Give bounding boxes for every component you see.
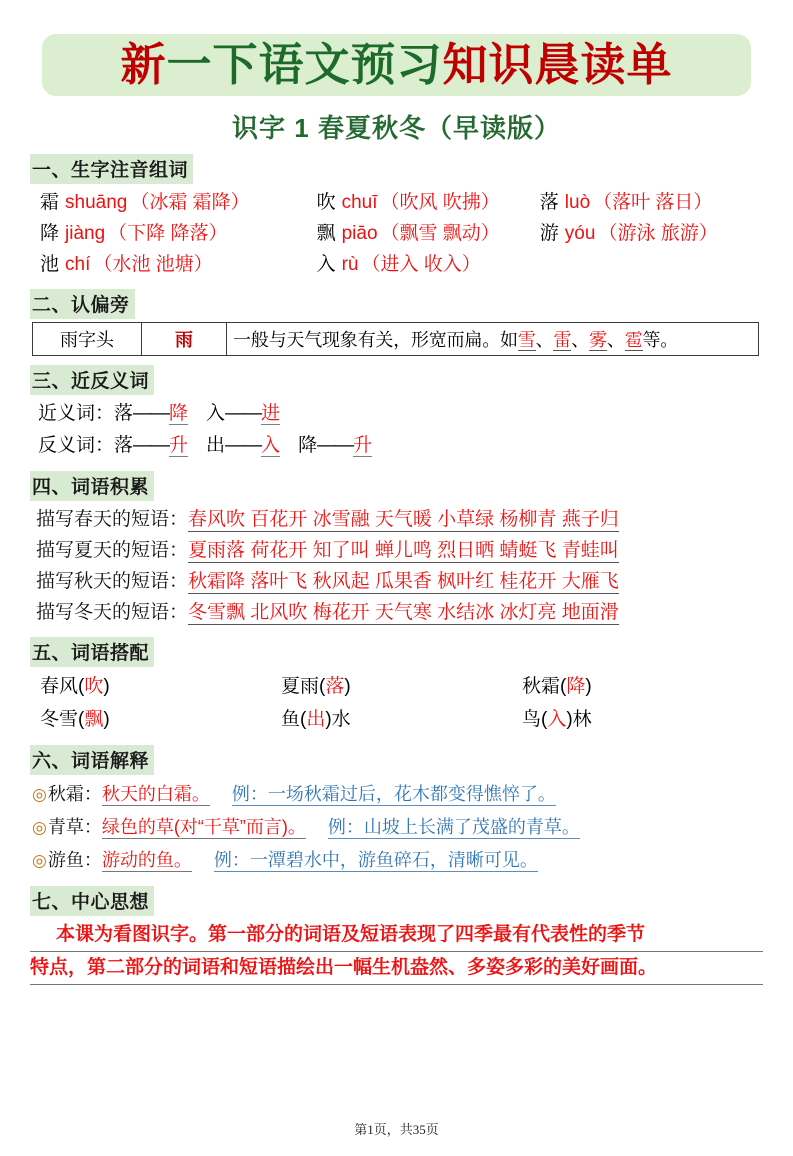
- vocab-item: [540, 249, 763, 280]
- collocation-post: ): [103, 709, 110, 730]
- vocab-words: （下降 降落）: [108, 223, 228, 244]
- collocation-pre: 冬雪(: [40, 709, 85, 730]
- collocation-post: )林: [566, 709, 592, 730]
- collocation-item: [522, 703, 763, 736]
- vocab-char: 降: [40, 223, 60, 244]
- section-7: [30, 877, 763, 919]
- vocab-item: [40, 218, 317, 249]
- radical-example: 雹: [624, 330, 643, 350]
- vocab-char: 吹: [316, 192, 336, 213]
- pair-left: 降: [298, 435, 318, 456]
- collocation-pre: 夏雨(: [281, 676, 326, 697]
- section-4: [30, 462, 763, 504]
- title-banner: [42, 34, 751, 96]
- phrase-label: 描写春天的短语：: [36, 509, 189, 530]
- vocab-char: 飘: [316, 223, 336, 244]
- radical-desc-post: 等。: [642, 330, 679, 350]
- pair-dash: ——: [133, 435, 170, 456]
- section-1: [30, 145, 763, 187]
- pair-answer: 入: [261, 435, 281, 456]
- antonym-pair: [206, 435, 280, 456]
- radical-table: [32, 322, 759, 356]
- collocation-post: )水: [325, 709, 351, 730]
- collocation-post: ): [344, 676, 351, 697]
- section-6: [30, 736, 763, 778]
- bullet-icon: ◎: [32, 785, 47, 804]
- phrase-words: 秋霜降 落叶飞 秋风起 瓜果香 枫叶红 桂花开 大雁飞: [188, 571, 619, 592]
- table-row: [33, 323, 759, 356]
- sep: 、: [571, 330, 590, 350]
- vocab-pinyin: chí: [65, 254, 91, 275]
- radical-description-cell: [227, 323, 759, 356]
- vocab-pinyin: rù: [341, 254, 359, 275]
- vocab-item: [317, 187, 540, 218]
- vocab-pinyin: yóu: [564, 223, 596, 244]
- phrase-line: [30, 504, 763, 535]
- vocab-words: （水池 池塘）: [93, 254, 213, 275]
- collocation-pre: 秋霜(: [522, 676, 567, 697]
- pair-dash: ——: [225, 403, 262, 424]
- collocation-item: [40, 670, 281, 703]
- phrase-label: 描写秋天的短语：: [36, 571, 189, 592]
- collocation-answer: 降: [566, 676, 586, 697]
- vocab-item: [540, 218, 763, 249]
- pair-dash: ——: [317, 435, 354, 456]
- vocab-words: （吹风 吹拂）: [380, 192, 500, 213]
- collocation-post: ): [585, 676, 592, 697]
- collocation-row: [30, 670, 763, 703]
- pair-left: 落: [114, 403, 134, 424]
- vocab-row: [30, 218, 763, 249]
- section-4-heading: 四、词语积累: [30, 471, 154, 501]
- bullet-icon: ◎: [32, 851, 47, 870]
- main-idea-line: 本课为看图识字。第一部分的词语及短语表现了四季最有代表性的季节: [30, 919, 763, 952]
- vocab-words: （进入 收入）: [361, 254, 481, 275]
- radical-glyph-icon: 雨: [142, 323, 227, 356]
- section-5: [30, 628, 763, 670]
- section-7-heading: 七、中心思想: [30, 886, 154, 916]
- collocation-row: [30, 703, 763, 736]
- radical-desc-pre: 一般与天气现象有关，形宽而扁。如: [233, 330, 518, 350]
- radical-example: 雾: [589, 330, 607, 350]
- vocab-pinyin: piāo: [341, 223, 378, 244]
- definition-term: 游鱼：: [47, 850, 102, 870]
- main-idea-body: [30, 919, 763, 985]
- vocab-item: [40, 187, 317, 218]
- sep: 、: [535, 330, 554, 350]
- page-title: [120, 39, 673, 90]
- definition-term: 青草：: [47, 817, 102, 837]
- vocab-row: [30, 187, 763, 218]
- definition-example: 例：一潭碧水中，游鱼碎石，清晰可见。: [213, 850, 538, 870]
- collocation-pre: 春风(: [40, 676, 85, 697]
- collocation-item: [522, 670, 763, 703]
- antonym-label: 反义词：: [38, 435, 115, 456]
- pair-answer: 进: [261, 403, 281, 424]
- collocation-answer: 入: [547, 709, 567, 730]
- collocation-answer: 飘: [84, 709, 104, 730]
- title-part-green: 一下语文预习: [166, 39, 443, 90]
- synonym-line: [30, 398, 763, 430]
- vocab-words: （游泳 旅游）: [598, 223, 718, 244]
- definition-example: 例：山坡上长满了茂盛的青草。: [327, 817, 580, 837]
- definition-line: [30, 778, 763, 811]
- main-idea-line: 特点，第二部分的词语和短语描绘出一幅生机盎然、多姿多彩的美好画面。: [30, 952, 763, 985]
- section-2: [30, 280, 763, 322]
- collocation-answer: 落: [325, 676, 345, 697]
- collocation-item: [281, 703, 522, 736]
- section-1-heading: 一、生字注音组词: [30, 154, 193, 184]
- pair-left: 落: [114, 435, 134, 456]
- vocab-char: 游: [539, 223, 559, 244]
- title-part-red-2: 知识晨读单: [442, 39, 673, 90]
- synonym-pair: [114, 403, 188, 424]
- vocab-pinyin: jiàng: [65, 223, 106, 244]
- phrase-line: [30, 566, 763, 597]
- vocab-words: （冰霜 霜降）: [130, 192, 250, 213]
- collocation-item: [281, 670, 522, 703]
- vocab-char: 落: [539, 192, 559, 213]
- phrase-label: 描写夏天的短语：: [36, 540, 189, 561]
- phrase-label: 描写冬天的短语：: [36, 602, 189, 623]
- vocab-char: 霜: [40, 192, 60, 213]
- collocation-answer: 吹: [84, 676, 104, 697]
- phrase-line: [30, 535, 763, 566]
- antonym-pair: [114, 435, 188, 456]
- vocab-char: 入: [316, 254, 336, 275]
- title-part-red-1: 新: [120, 39, 167, 90]
- radical-example: 雪: [517, 330, 536, 350]
- vocab-item: [317, 249, 540, 280]
- pair-dash: ——: [225, 435, 262, 456]
- radical-example: 雷: [553, 330, 572, 350]
- definition-text: 游动的鱼。: [101, 850, 192, 870]
- vocab-pinyin: luò: [564, 192, 591, 213]
- collocation-post: ): [103, 676, 110, 697]
- section-3-heading: 三、近反义词: [30, 365, 154, 395]
- antonym-pair: [298, 435, 372, 456]
- definition-example: 例：一场秋霜过后，花木都变得憔悴了。: [231, 784, 556, 804]
- synonym-pair: [206, 403, 280, 424]
- vocab-item: [317, 218, 540, 249]
- antonym-line: [30, 430, 763, 462]
- sep: 、: [606, 330, 625, 350]
- pair-answer: 升: [169, 435, 189, 456]
- vocab-pinyin: shuāng: [65, 192, 128, 213]
- definition-text: 绿色的草(对“干草”而言)。: [101, 817, 306, 837]
- collocation-item: [40, 703, 281, 736]
- radical-name-cell: 雨字头: [33, 323, 142, 356]
- pair-answer: 降: [169, 403, 189, 424]
- page-subtitle: 识字 1 春夏秋冬（早读版）: [232, 113, 561, 143]
- worksheet-page: [0, 34, 793, 1156]
- phrase-line: [30, 597, 763, 628]
- definition-text: 秋天的白霜。: [101, 784, 210, 804]
- definition-term: 秋霜：: [47, 784, 102, 804]
- phrase-words: 冬雪飘 北风吹 梅花开 天气寒 水结冰 冰灯亮 地面滑: [188, 602, 619, 623]
- pair-left: 出: [206, 435, 226, 456]
- section-6-heading: 六、词语解释: [30, 745, 154, 775]
- vocab-char: 池: [40, 254, 60, 275]
- collocation-pre: 鱼(: [281, 709, 307, 730]
- pair-left: 入: [206, 403, 226, 424]
- section-2-heading: 二、认偏旁: [30, 289, 135, 319]
- section-3: [30, 356, 763, 398]
- vocab-words: （落叶 落日）: [593, 192, 713, 213]
- section-5-heading: 五、词语搭配: [30, 637, 154, 667]
- vocab-item: [40, 249, 317, 280]
- synonym-label: 近义词：: [38, 403, 115, 424]
- definition-line: [30, 811, 763, 844]
- phrase-words: 春风吹 百花开 冰雪融 天气暖 小草绿 杨柳青 燕子归: [188, 509, 619, 530]
- vocab-pinyin: chuī: [341, 192, 378, 213]
- bullet-icon: ◎: [32, 818, 47, 837]
- definition-line: [30, 844, 763, 877]
- vocab-item: [540, 187, 763, 218]
- page-footer: 第1页，共35页: [354, 1122, 439, 1137]
- pair-answer: 升: [353, 435, 373, 456]
- phrase-words: 夏雨落 荷花开 知了叫 蝉儿鸣 烈日晒 蜻蜓飞 青蛙叫: [188, 540, 619, 561]
- vocab-words: （飘雪 飘动）: [380, 223, 500, 244]
- vocab-row: [30, 249, 763, 280]
- pair-dash: ——: [133, 403, 170, 424]
- collocation-answer: 出: [306, 709, 326, 730]
- collocation-pre: 鸟(: [522, 709, 548, 730]
